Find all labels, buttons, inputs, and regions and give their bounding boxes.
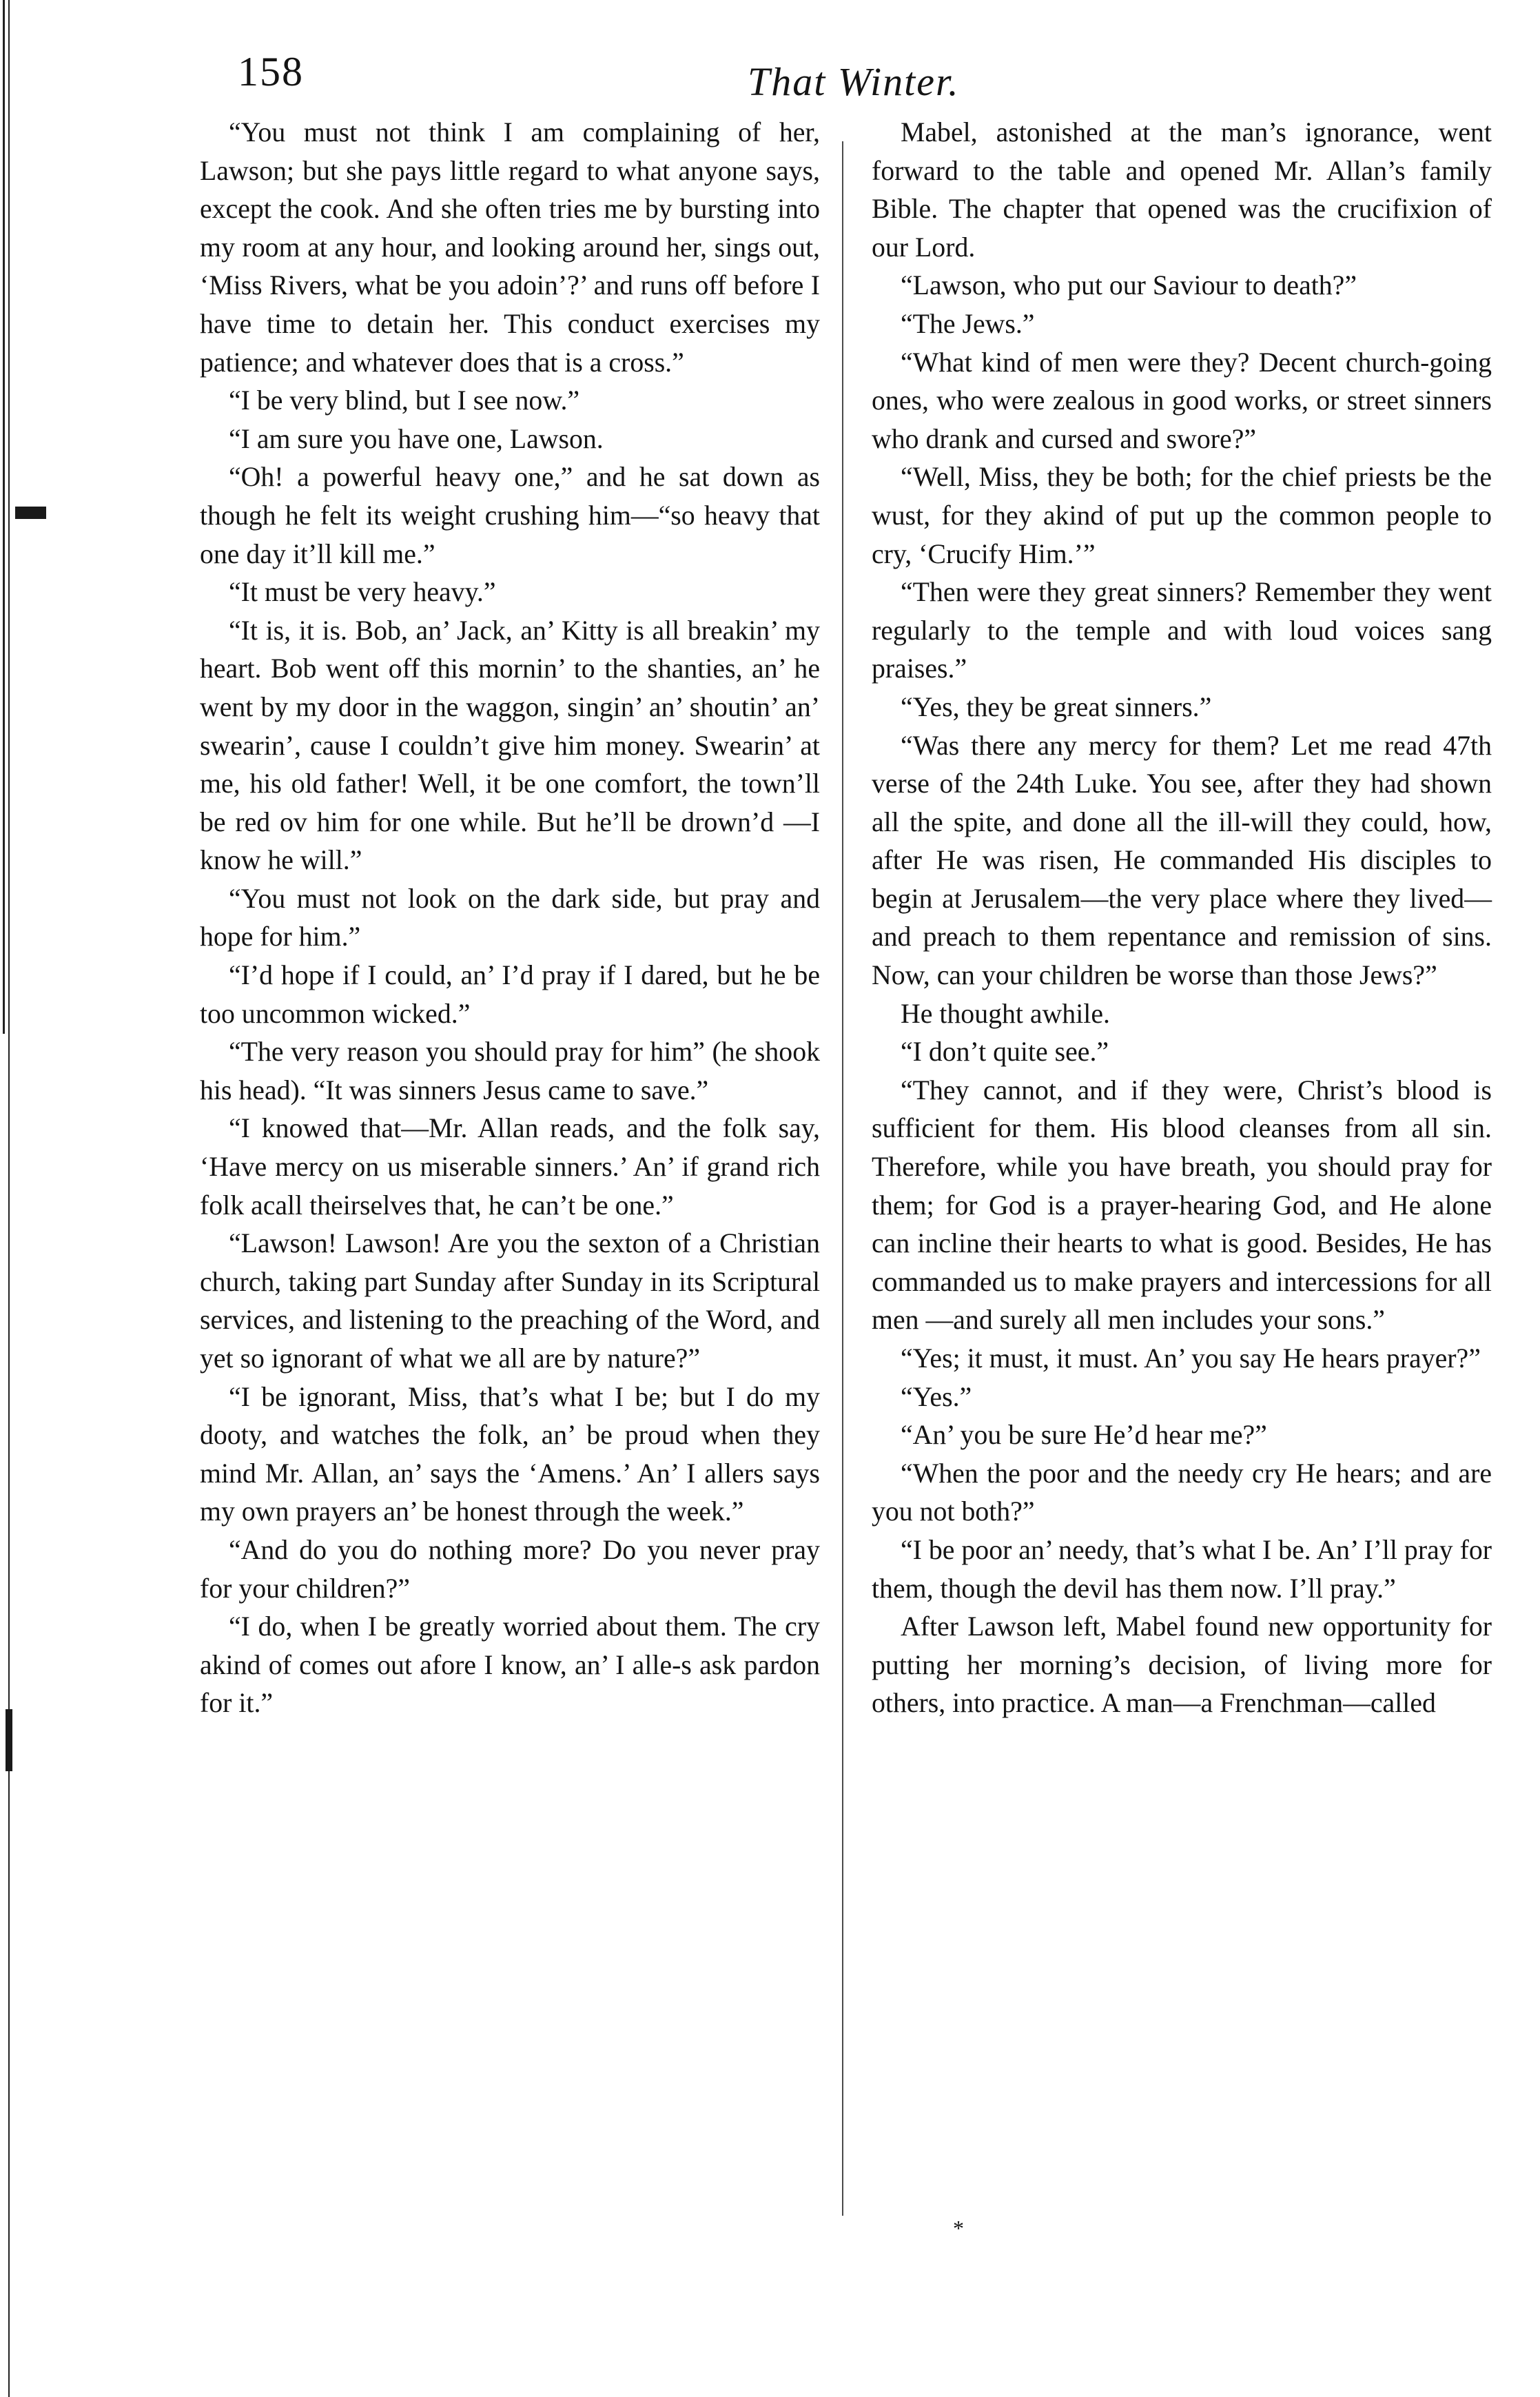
paragraph: “It must be very heavy.” bbox=[229, 577, 496, 608]
column-divider bbox=[842, 141, 843, 2216]
paragraph: “I am sure you have one, Lawson. bbox=[229, 423, 604, 454]
paragraph: “Was there any mercy for them? Let me read 47th verse of the 24th Luke. You see, after they had shown all the spite, and done all the ill-will they could, how, after He was risen, He commanded His disciples to begin at Jerusalem—the very place where they lived—and preach to them repentance and remission of sins. Now, can your children be worse than those Jews?” bbox=[872, 730, 1492, 991]
page-header bbox=[0, 28, 1540, 117]
paragraph: “An’ you be sure He’d hear me?” bbox=[901, 1420, 1267, 1451]
paragraph: “I knowed that—Mr. Allan reads, and the folk say, ‘Have mercy on us miserable sinners.’ An’ if grand rich folk acall theirselves that, he can’t be one.” bbox=[200, 1113, 820, 1221]
paragraph: “I don’t quite see.” bbox=[901, 1037, 1109, 1068]
paragraph: “What kind of men were they? Decent church-going ones, who were zealous in good works, or street sinners who drank and cursed and swore?” bbox=[872, 347, 1492, 454]
paragraph: “Lawson, who put our Saviour to death?” bbox=[901, 270, 1357, 301]
edge-line bbox=[3, 0, 5, 1034]
margin-ink-mark bbox=[15, 507, 46, 519]
paragraph: “You must not think I am complaining of her, Lawson; but she pays little regard to what anyone says, except the cook. And she often tries me by bursting into my room at any hour, and looking around her, sings out, ‘Miss Rivers, what be you adoin’?’ and runs off before I have time to detain her. This conduct exercises my patience; and whatever does that is a cross.” bbox=[200, 117, 820, 378]
page-number: 158 bbox=[238, 49, 304, 94]
paragraph: “It is, it is. Bob, an’ Jack, an’ Kitty is all breakin’ my heart. Bob went off this mornin’ to the shanties, an’ he went by my door in the waggon, singin’ an’ shoutin’ an’ swearin’, cause I couldn’t give him money. Swearin’ at me, his old father! Well, it be one comfort, the town’ll be red ov him for one while. But he’ll be drown’d —I know he will.” bbox=[200, 615, 820, 876]
edge-line bbox=[8, 0, 10, 2397]
paragraph: “Lawson! Lawson! Are you the sexton of a Christian church, taking part Sunday after Sunday in its Scriptural services, and listening to the preaching of the Word, and yet so ignorant of what we all are by nature?” bbox=[200, 1228, 820, 1374]
paragraph: “I do, when I be greatly worried about them. The cry akind of comes out afore I know, an’ I alle-s ask pardon for it.” bbox=[200, 1611, 820, 1719]
paragraph: “The Jews.” bbox=[901, 308, 1035, 339]
paragraph: “Well, Miss, they be both; for the chief priests be the wust, for they akind of put up the common people to cry, ‘Crucify Him.’” bbox=[872, 462, 1492, 569]
paragraph: “Yes; it must, it must. An’ you say He hears prayer?” bbox=[901, 1343, 1481, 1374]
paragraph: “Yes.” bbox=[901, 1381, 972, 1412]
paragraph: “Then were they great sinners? Remember they went regularly to the temple and with loud voices sang praises.” bbox=[872, 577, 1492, 684]
paragraph: “You must not look on the dark side, but pray and hope for him.” bbox=[200, 883, 820, 952]
paragraph: “I be very blind, but I see now.” bbox=[229, 385, 580, 416]
paragraph: He thought awhile. bbox=[901, 998, 1110, 1029]
right-column bbox=[872, 114, 1492, 1723]
paragraph: “I be ignorant, Miss, that’s what I be; but I do my dooty, and watches the folk, an’ be proud when they mind Mr. Allan, an’ says the ‘Amens.’ An’ I allers says my own prayers an’ be honest through the week.” bbox=[200, 1381, 820, 1527]
signature-mark: * bbox=[953, 2216, 964, 2241]
paragraph: “Yes, they be great sinners.” bbox=[901, 691, 1212, 722]
paragraph: After Lawson left, Mabel found new opportunity for putting her morning’s decision, of living more for others, into practice. A man—a Frenchman—called bbox=[872, 1611, 1492, 1719]
running-title: That Winter. bbox=[748, 59, 960, 104]
paragraph: “The very reason you should pray for him” (he shook his head). “It was sinners Jesus came to save.” bbox=[200, 1037, 820, 1105]
left-column bbox=[200, 114, 820, 1723]
paragraph: Mabel, astonished at the man’s ignorance, went forward to the table and opened Mr. Allan’s family Bible. The chapter that opened was the crucifixion of our Lord. bbox=[872, 117, 1492, 263]
paragraph: “Oh! a powerful heavy one,” and he sat down as though he felt its weight crushing him—“so heavy that one day it’ll kill me.” bbox=[200, 462, 820, 569]
paragraph: “They cannot, and if they were, Christ’s blood is sufficient for them. His blood cleanses from all sin. Therefore, while you have breath, you should pray for them; for God is a prayer-hearing God, and He alone can incline their hearts to what is good. Besides, He has commanded us to make prayers and intercessions for all men —and surely all men includes your sons.” bbox=[872, 1074, 1492, 1336]
paragraph: “I be poor an’ needy, that’s what I be. An’ I’ll pray for them, though the devil has them now. I’ll pray.” bbox=[872, 1534, 1492, 1604]
scanned-page-edge bbox=[0, 0, 12, 2397]
margin-ink-mark bbox=[6, 1709, 12, 1771]
paragraph: “And do you do nothing more? Do you never pray for your children?” bbox=[200, 1534, 820, 1604]
paragraph: “When the poor and the needy cry He hears; and are you not both?” bbox=[872, 1458, 1492, 1527]
paragraph: “I’d hope if I could, an’ I’d pray if I dared, but he be too uncommon wicked.” bbox=[200, 960, 820, 1029]
